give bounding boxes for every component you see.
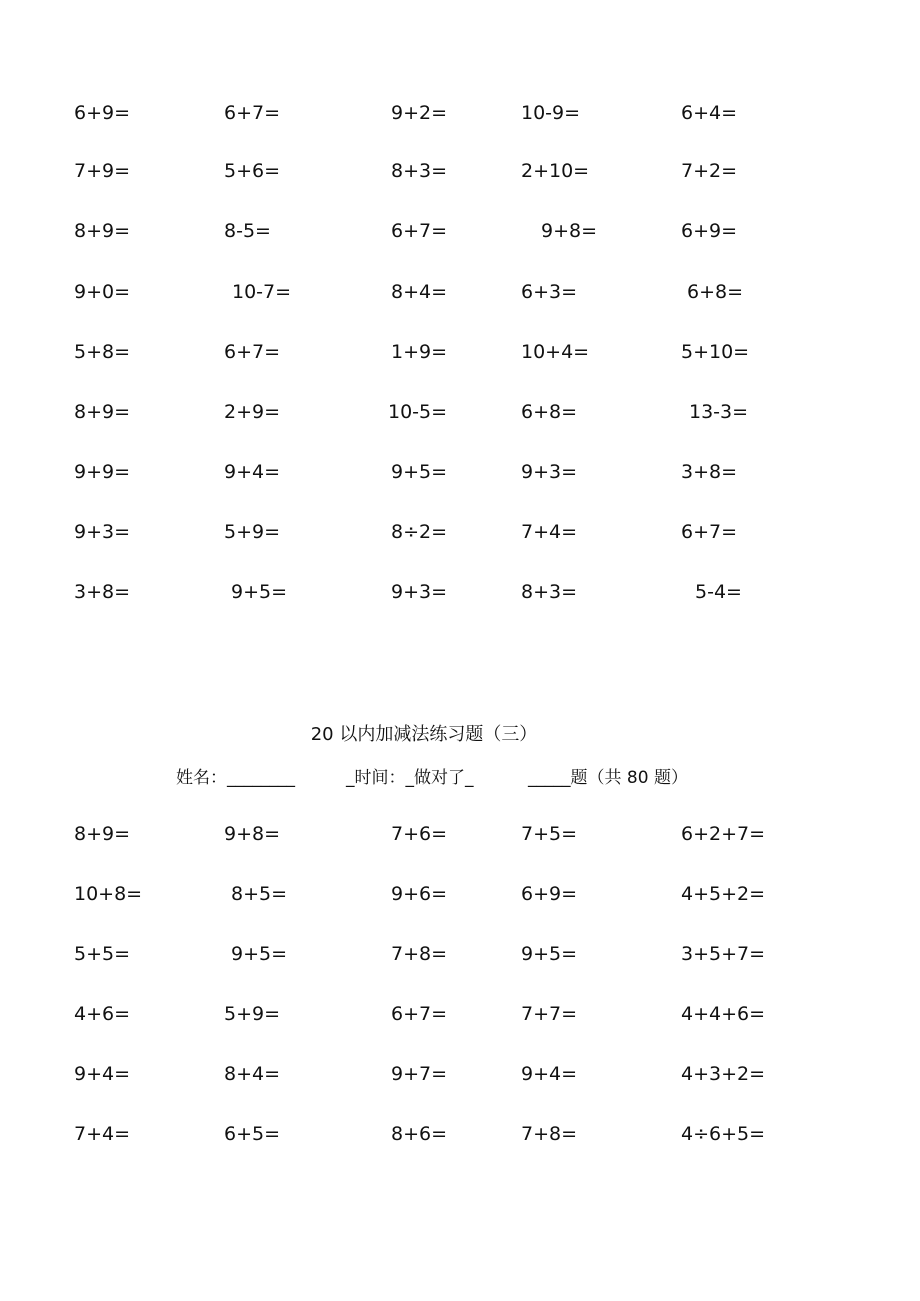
math-problem: 3+8= (681, 461, 738, 483)
math-problem: 4+5+2= (681, 883, 766, 905)
math-problem: 6+7= (224, 341, 281, 363)
math-problem: 8+3= (521, 581, 578, 603)
math-problem: 6+9= (74, 102, 131, 124)
math-problem: 10-5= (388, 401, 448, 423)
math-problem: 6+7= (391, 220, 448, 242)
math-problem: 8-5= (224, 220, 271, 242)
math-problem: 6+2+7= (681, 823, 766, 845)
math-problem: 5+9= (224, 521, 281, 543)
math-problem: 9+3= (391, 581, 448, 603)
math-problem: 9+5= (391, 461, 448, 483)
math-problem: 8+4= (224, 1063, 281, 1085)
math-problem: 9+8= (224, 823, 281, 845)
math-problem: 9+0= (74, 281, 131, 303)
math-problem: 8+5= (231, 883, 288, 905)
math-problem: 2+10= (521, 160, 590, 182)
math-problem: 5+5= (74, 943, 131, 965)
math-problem: 10+4= (521, 341, 590, 363)
math-problem: 6+8= (687, 281, 744, 303)
math-problem: 10+8= (74, 883, 143, 905)
math-problem: 9+5= (521, 943, 578, 965)
math-problem: 9+5= (231, 581, 288, 603)
math-problem: 8+3= (391, 160, 448, 182)
math-problem: 10-9= (521, 102, 581, 124)
math-problem: 8+9= (74, 823, 131, 845)
math-problem: 7+5= (521, 823, 578, 845)
math-problem: 4÷6+5= (681, 1123, 766, 1145)
math-problem: 9+3= (521, 461, 578, 483)
math-problem: 9+7= (391, 1063, 448, 1085)
math-problem: 3+8= (74, 581, 131, 603)
worksheet-title: 20 以内加减法练习题（三） (310, 724, 538, 745)
math-problem: 7+8= (521, 1123, 578, 1145)
math-problem: 6+7= (224, 102, 281, 124)
math-problem: 7+9= (74, 160, 131, 182)
math-problem: 7+2= (681, 160, 738, 182)
math-problem: 8÷2= (391, 521, 448, 543)
math-problem: 6+5= (224, 1123, 281, 1145)
math-problem: 8+4= (391, 281, 448, 303)
math-problem: 13-3= (689, 401, 749, 423)
math-problem: 4+3+2= (681, 1063, 766, 1085)
math-problem: 8+9= (74, 401, 131, 423)
math-problem: 5+6= (224, 160, 281, 182)
math-problem: 7+8= (391, 943, 448, 965)
math-problem: 6+7= (681, 521, 738, 543)
math-problem: 5+9= (224, 1003, 281, 1025)
math-problem: 9+4= (224, 461, 281, 483)
math-problem: 5+8= (74, 341, 131, 363)
math-problem: 7+6= (391, 823, 448, 845)
name-field: 姓名：________ (176, 768, 295, 788)
math-problem: 6+4= (681, 102, 738, 124)
math-problem: 9+5= (231, 943, 288, 965)
math-problem: 2+9= (224, 401, 281, 423)
math-problem: 3+5+7= (681, 943, 766, 965)
math-problem: 10-7= (232, 281, 292, 303)
math-problem: 9+8= (541, 220, 598, 242)
math-problem: 6+9= (681, 220, 738, 242)
math-problem: 4+6= (74, 1003, 131, 1025)
math-problem: 9+6= (391, 883, 448, 905)
math-problem: 5-4= (695, 581, 742, 603)
math-problem: 4+4+6= (681, 1003, 766, 1025)
time-score-field: _时间：_做对了_ (346, 768, 474, 788)
math-problem: 6+9= (521, 883, 578, 905)
math-problem: 9+4= (74, 1063, 131, 1085)
math-problem: 7+4= (74, 1123, 131, 1145)
math-problem: 7+4= (521, 521, 578, 543)
total-count-field: _____题（共 80 题） (528, 768, 688, 788)
math-problem: 9+2= (391, 102, 448, 124)
math-problem: 6+7= (391, 1003, 448, 1025)
math-problem: 8+6= (391, 1123, 448, 1145)
math-problem: 9+3= (74, 521, 131, 543)
math-problem: 6+8= (521, 401, 578, 423)
math-problem: 8+9= (74, 220, 131, 242)
math-problem: 7+7= (521, 1003, 578, 1025)
math-problem: 9+9= (74, 461, 131, 483)
math-problem: 6+3= (521, 281, 578, 303)
math-problem: 1+9= (391, 341, 448, 363)
math-problem: 5+10= (681, 341, 750, 363)
math-problem: 9+4= (521, 1063, 578, 1085)
